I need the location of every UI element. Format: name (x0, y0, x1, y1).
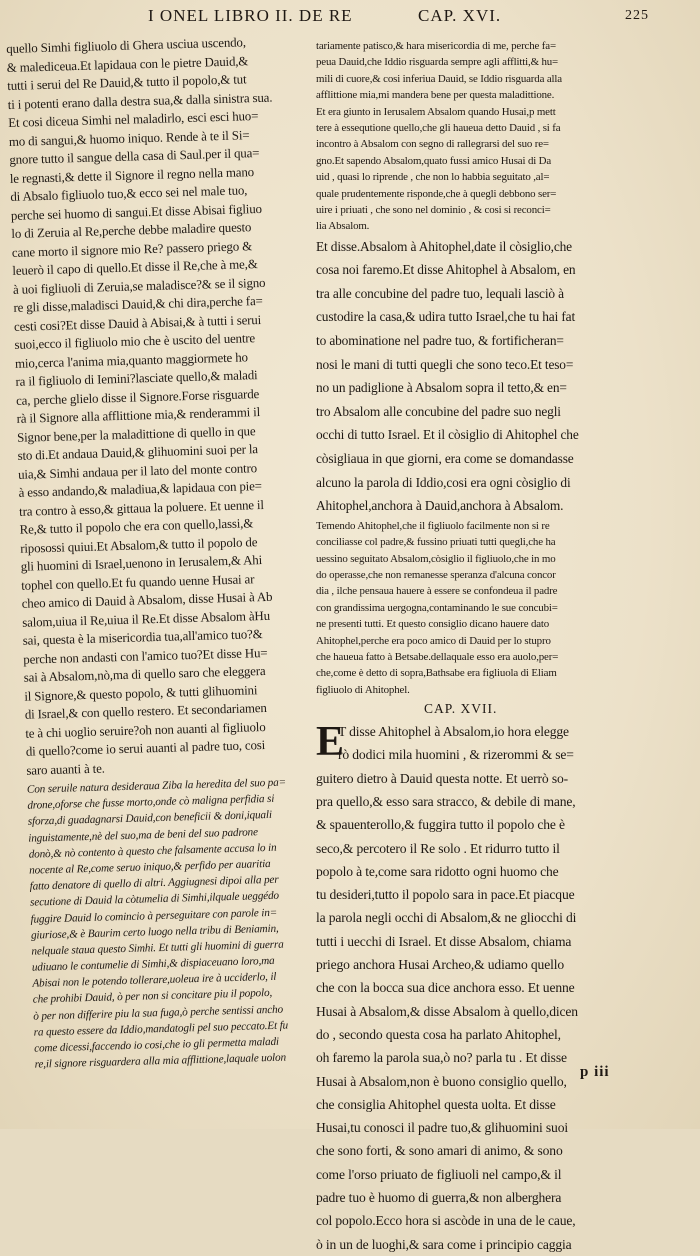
text-line: tutti i serui del Re Dauid,& tutto il popolo,& tut (7, 72, 247, 93)
text-line: seco,& percotero il Re solo . Et ridurro tutto il (316, 840, 560, 856)
running-head-chapter: CAP. XVI. (418, 6, 502, 25)
text-line: di quello?come io serui auanti al padre tuo, cosi (25, 738, 266, 759)
text-line: Husai à Absalom,& disse Absalom à quello,dicen (316, 1003, 578, 1019)
note-line: Abisai non le potendo tollerare,uoleua ire à ucciderlo, il (32, 971, 277, 990)
text-line: sto di.Et andaua Dauid,& glihuomini suoi per la (17, 442, 259, 463)
text-line: Signor bene,per la maladittione di quello in que (16, 423, 256, 445)
note-line: Con seruile natura desideraua Ziba la heredita del suo pa= (26, 776, 287, 796)
text-line: tro Absalom alle concubine del padre suo negli (316, 403, 561, 419)
text-line: la parola negli occhi di Absalom,& ne gliocchi di (316, 910, 577, 926)
running-head (0, 6, 700, 36)
text-line: gli huomini di Israel,uenono in Ierusalem,& Ahi (20, 553, 263, 574)
note-line: uid , quasi lo riprende , che non lo habbia seguitato ,al= (316, 171, 550, 184)
right-column (316, 38, 696, 1256)
text-line: uia,& Simhi andaua per il lato del monte contro (17, 460, 258, 482)
text-line: il Signore,& questo popolo, & tutti glihuomini (24, 682, 258, 704)
text-line: alcuno la parola di Iddio,cosi era ogni còsiglio di (316, 474, 571, 490)
text-line: padre tuo è huomo di guerra,& non alberghera (316, 1190, 562, 1206)
note-line: Et era giunto in Ierusalem Absalom quando Husai,p mett (316, 105, 556, 118)
left-commentary-note (27, 773, 332, 1073)
folio-number: 225 (625, 8, 649, 23)
text-line: re gli disse,maladisci Dauid,& chi dira,perche fa= (13, 293, 263, 315)
text-line: ti i potenti erano dalla destra sua,& dalla sinistra sua. (7, 90, 273, 112)
note-line: donò,& nò contento à questo che falsamente accusa lo in (28, 841, 277, 861)
text-line: cosa noi faremo.Et disse Ahitophel à Absalom, en (316, 262, 576, 278)
chapter-17-text (316, 720, 696, 1256)
text-line: ca, perche glielo disse il Signore.Forse risguarde (15, 386, 260, 408)
left-main-text (6, 32, 324, 780)
text-line: ò in un de luoghi,& sara come i principio caggia (316, 1236, 572, 1252)
note-line: udiuano le contumelie di Simhi,& dispiaceuano loro,ma (31, 954, 275, 974)
left-column (6, 32, 332, 1073)
text-line: nosi le mani di tutti quegli che sono teco.Et teso= (316, 356, 574, 372)
text-line: Et disse.Absalom à Ahitophel,date il còsiglio,che (316, 238, 572, 254)
note-line: afflittione mia,mi mandera bene per questa maladittione. (316, 89, 555, 102)
text-line: & malediceua.Et lapidaua con le pietre Dauid,& (6, 53, 249, 75)
text-line: tra alle concubine del padre tuo, lequali lasciò à (316, 285, 564, 301)
text-line: to abominatione nel padre tuo, & fortificheran= (316, 333, 564, 349)
text-line: cane morto il signore mio Re? passero priego & (11, 238, 253, 260)
text-line: come l'orso priuato de figliuoli nel campo,& il (316, 1166, 562, 1182)
text-line: & spauenterollo,& fuggira tutto il popolo che è (316, 817, 565, 833)
text-line: di Israel,& con quello restero. Et secondariamen (24, 700, 267, 722)
note-line: secutione di Dauid la còtumelia di Simhi,ilquale ueggédo (29, 890, 280, 909)
text-line: custodire la casa,& udira tutto Israel,che tu hai fat (316, 309, 576, 325)
note-line: nelquale staua questo Simhi. Et tutti gli huomini di guerra (31, 938, 284, 958)
text-line: suoi,ecco il figliuolo mio che è uscito del uentre (14, 331, 256, 352)
right-main-text (316, 235, 696, 518)
text-line: cesti cosi?Et disse Dauid à Abisai,& à tutti i serui (13, 312, 262, 334)
text-line: che con la bocca sua dice anchora esso. Et uenne (316, 980, 575, 996)
text-line: sai à Absalom,nò,ma di quello saro che eleggera (23, 664, 266, 685)
note-line: sforza,di guadagnarsi Dauid,con beneficii & doni,iquali (27, 809, 273, 829)
text-line: priego anchora Husai Archeo,& udiamo quello (316, 957, 564, 973)
text-line: riposossi quiui.Et Absalom,& tutto il popolo de (20, 534, 258, 556)
note-line: tariamente patisco,& hara misericordia di me, perche fa= (316, 40, 556, 52)
note-line: re,il signore risguardera alla mia afflittione,laquale uolon (34, 1051, 287, 1071)
note-line: uire i priuati , che sono nel dominio , & cosi si reconci= (316, 203, 551, 216)
text-line: occhi di tutto Israel. Et il còsiglio di Ahitophel che (316, 427, 579, 443)
text-line: tra contro à esso,& gittaua la poluere. Et uenne il (18, 497, 264, 519)
note-line: uessino seguitato Absalom,còsiglio il figliuolo,che in mo (316, 552, 556, 565)
note-line: nocente al Re,come seruo iniquo,& perfido per auaritia (29, 857, 271, 877)
text-line: tophel con quello.Et fu quando uenne Husai ar (21, 571, 255, 593)
text-line: leuerò il capo di quello.Et disse il Re,che à me,& (12, 257, 258, 278)
note-line: conciliasse col padre,& fussino priuati tutti quegli,che ha (316, 536, 556, 549)
note-line: ne presenti tutti. Et questo consiglio dicano hauere dato (316, 618, 550, 631)
text-line: Husai à Absalom,non è buono consiglio quello, (316, 1073, 567, 1089)
text-line: mio,cerca l'anima mia,quanto maggiormete ho (14, 349, 248, 371)
text-line: à esso andando,& maladiua,& lapidaua con pie= (18, 479, 262, 500)
text-line: oh faremo la parola sua,ò no? parla tu . Et disse (316, 1050, 567, 1066)
right-commentary-top (316, 38, 696, 235)
text-line: le regnasti,& dette il Signore il regno nella mano (9, 164, 255, 186)
note-line: dia , ilche pensaua hauere à essere se confondeua il padre (316, 585, 558, 598)
right-commentary-mid (316, 518, 696, 698)
chapter-heading: CAP. XVII. (424, 701, 498, 717)
text-line: do , secondo questa cosa ha parlato Ahitophel, (316, 1026, 561, 1042)
text-line: popolo à te,come sara ridotto ogni huomo che (316, 863, 559, 879)
note-line: mili di cuore,& cosi inferiua Dauid, se Iddio risguarda alla (316, 72, 562, 85)
note-line: quale prudentemente risponde,che à quegli debbono ser= (316, 187, 557, 200)
signature-mark: p iii (580, 1064, 610, 1080)
text-line: che sono forti, & sono amari di animo, & sono (316, 1143, 563, 1159)
note-line: drone,oforse che fusse morto,onde cò maligna perfidia si (27, 792, 275, 812)
text-line: guitero dietro à Dauid questa notte. Et uerrò so- (316, 770, 568, 786)
text-line: no un padiglione à Absalom sopra il tetto,& en= (316, 380, 567, 396)
note-line: ò per non differire piu la sua fuga,ò perche sentissi ancho (33, 1003, 284, 1023)
note-line: figliuolo di Ahitophel. (316, 683, 410, 696)
text-line: che consiglia Ahitophel questa uolta. Et disse (316, 1096, 556, 1112)
text-line: còsigliaua in que giorni, era come se domandasse (316, 451, 574, 467)
note-line: Temendo Ahitophel,che il figliuolo facilmente non si re (316, 519, 550, 532)
text-line: tutti i uecchi di Israel. Et disse Absalom, chiama (316, 933, 572, 949)
text-line: Ahitophel,anchora à Dauid,anchora à Absalom. (316, 498, 564, 514)
text-line: Re,& tutto il popolo che era con quello,lassi,& (19, 516, 254, 537)
running-head-title: I ONEL LIBRO II. DE RE (148, 6, 353, 25)
text-line: rà il Signore alla afflittione mia,& renderammi il (16, 405, 261, 426)
note-line: Ahitophel,perche era poco amico di Dauid per lo stupro (316, 634, 551, 647)
text-line: à uoi figliuoli di Zeruia,se maladisce?& se il signo (12, 275, 266, 297)
note-line: inguistamente,nè del suo,ma de beni del suo padrone (28, 825, 259, 845)
text-line: sai, questa è la misericordia tua,all'amico tuo?& (22, 627, 263, 648)
text-line: tu desideri,tutto il popolo sara in pace.Et piacque (316, 887, 575, 903)
text-line: quello Simhi figliuolo di Ghera usciua uscendo, (6, 35, 246, 56)
text-line: ra il figliuolo di Iemini?lasciate quello,& maladi (15, 368, 258, 389)
note-line: che haueua fatto à Betsabe.dellaquale esso era auolo,per= (316, 650, 559, 663)
text-line: di Absalo figliuolo tuo,& ecco sei nel male tuo, (10, 183, 248, 204)
text-line: mo di sangui,& huomo iniquo. Rende à te il Si= (8, 127, 250, 149)
text-line: T disse Ahitophel à Absalom,io hora elegge (338, 724, 569, 740)
text-line: lo di Zeruia al Re,perche debbe maladire questo (11, 220, 252, 241)
note-line: che prohibi Dauid, ò per non si concitare piu il popolo, (32, 987, 273, 1007)
note-line: che,come è detto di sopra,Bathsabe era figliuola di Eliam (316, 667, 557, 680)
note-line: giuriose,& è Baurim certo luogo nella tribu di Beniamin, (30, 922, 279, 942)
note-line: come dicessi,faccendo io cosi,che io gli permetta maladi (34, 1035, 280, 1055)
note-line: fatto denatore di quello di altri. Aggiugnesi dipoi alla per (29, 873, 279, 893)
text-line: perche sei huomo di sangui.Et disse Abisai figliuo (10, 201, 262, 223)
note-line: tere à essequtione quello,che gli haueua detto Dauid , si fa (316, 121, 561, 134)
note-line: fuggire Dauid lo comincio à perseguitare con parole in= (30, 906, 278, 926)
text-line: perche non andasti con l'amico tuo?Et disse Hu= (23, 645, 268, 667)
text-line: saro auanti à te. (26, 761, 105, 778)
text-line: salom,uiua il Re,uiua il Re.Et disse Absalom àHu (22, 608, 271, 630)
note-line: ra questo essere da Iddio,mandatogli pel suo peccato.Et fu (33, 1019, 289, 1039)
text-line: te à chi uoglio seruire?oh non auanti al figliuolo (25, 719, 266, 741)
text-line: pra quello,& esso sara stracco, & debile di mane, (316, 794, 576, 809)
text-line: gnore tutto il sangue della casa di Saul.per il qua= (9, 145, 260, 167)
note-line: lia Absalom. (316, 220, 370, 233)
note-line: gno.Et sapendo Absalom,quato fussi amico Husai di Da (316, 154, 552, 167)
text-line: Et cosi diceua Simhi nel maladirlo, esci esci huo= (8, 108, 259, 130)
text-line: col popolo.Ecco hora si ascòde in una de le caue, (316, 1213, 576, 1229)
note-line: con grandissima uergogna,contaminando le sue concubi= (316, 601, 558, 614)
text-line: Husai,tu conosci il padre tuo,& glihuomini suoi (316, 1120, 568, 1136)
drop-cap-initial: E (316, 719, 344, 766)
text-line: rò dodici mila huomini , & rizerommi & se= (338, 747, 574, 763)
note-line: peua Dauid,che Iddio risguarda sempre agli afflitti,& hu= (316, 56, 559, 69)
note-line: do operasse,che non remanesse speranza d'alcuna concor (316, 568, 556, 581)
note-line: incontro à Absalom con segno di rallegrarsi del suo re= (316, 138, 549, 151)
text-line: cheo amico di Dauid à Absalom, disse Husai à Ab (21, 589, 273, 611)
